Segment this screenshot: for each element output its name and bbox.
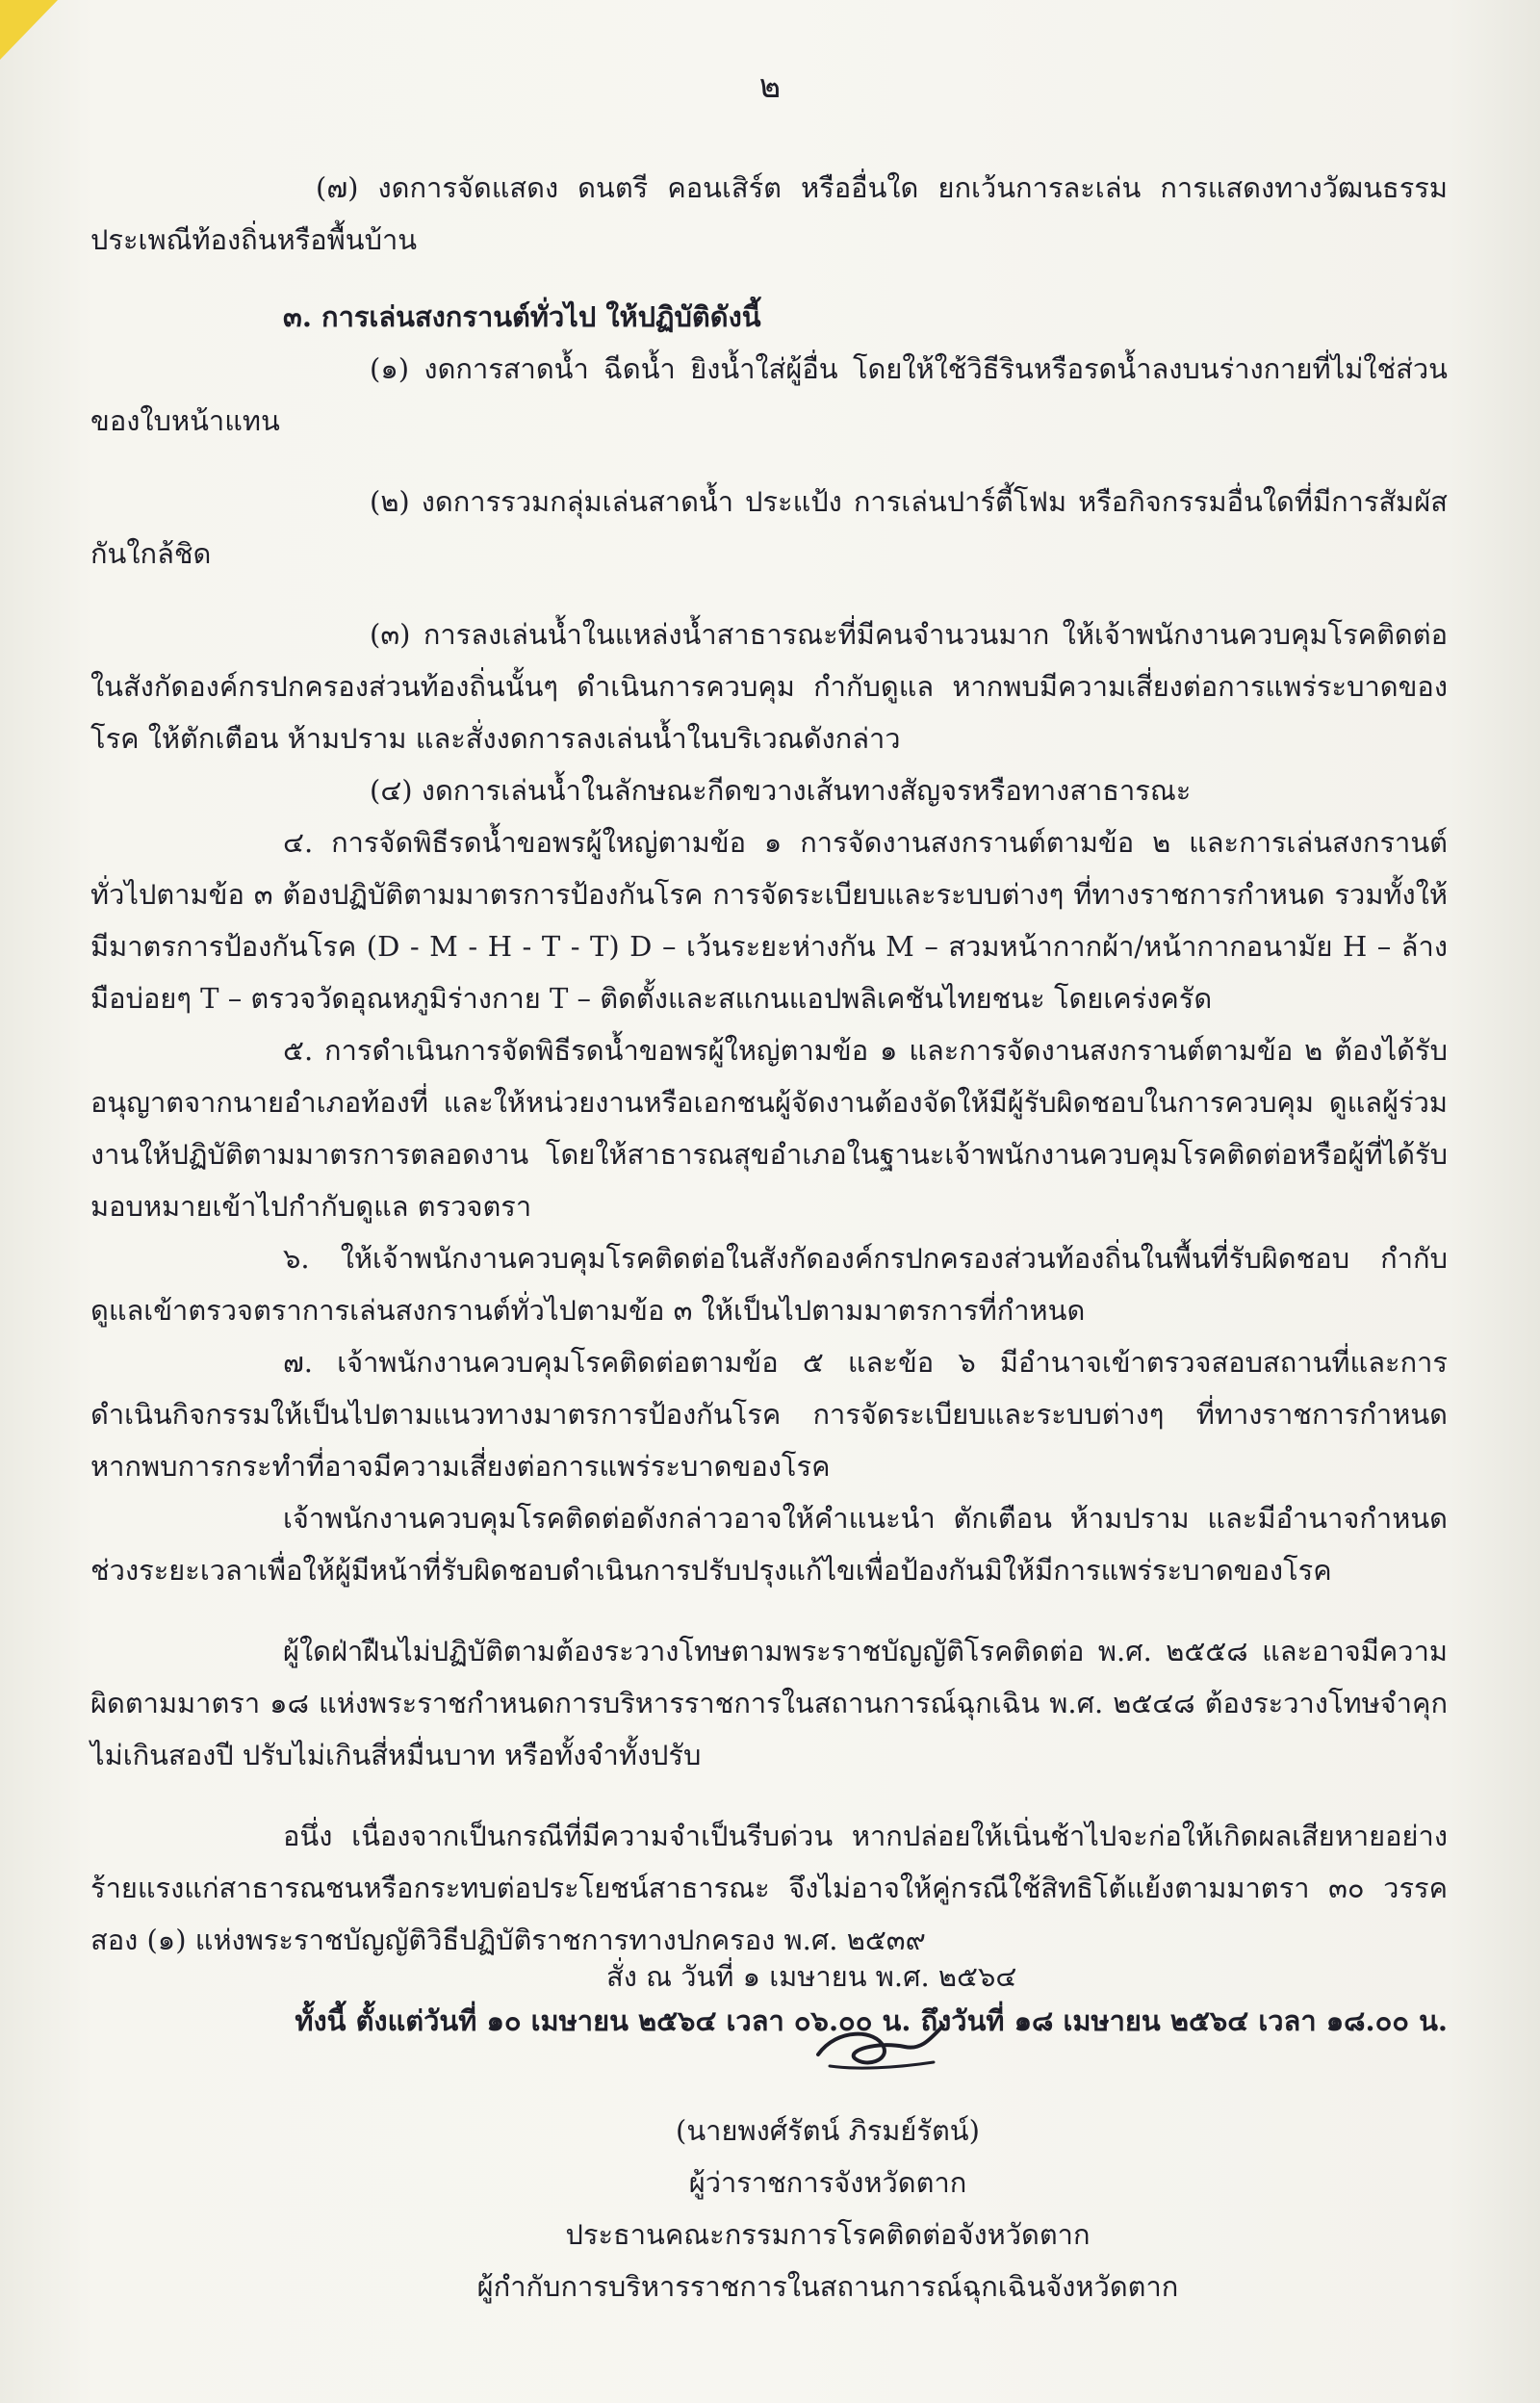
paragraph-item-4: ๔. การจัดพิธีรดน้ำขอพรผู้ใหญ่ตามข้อ ๑ การจัดงานสงกรานต์ตามข้อ ๒ และการเล่นสงกรานต์ทั่วไปตามข้อ ๓ ต้องปฏิบัติตามมาตรการป้องกันโรค การจัดระเบียบและระบบต่างๆ ที่ทางราชการกำหนด รวมทั้งให้มีมาตรการป้องกันโรค (D - M - H - T - T) D – เว้นระยะห่างกัน M – สวมหน้ากากผ้า/หน้ากากอนามัย H – ล้างมือบ่อยๆ T – ตรวจวัดอุณหภูมิร่างกาย T – ติดตั้งและสแกนแอปพลิเคชันไทยชนะ โดยเคร่งครัด (90, 826, 1448, 1015)
page-number: ๒ (758, 67, 782, 106)
paragraph-urgency: อนึ่ง เนื่องจากเป็นกรณีที่มีความจำเป็นรีบด่วน หากปล่อยให้เนิ่นช้าไปจะก่อให้เกิดผลเสียหายอย่างร้ายแรงแก่สาธารณชนหรือกระทบต่อประโยชน์สาธารณะ จึงไม่อาจให้คู่กรณีใช้สิทธิโต้แย้งตามมาตรา ๓๐ วรรคสอง (๑) แห่งพระราชบัญญัติวิธีปฏิบัติราชการทางปกครอง พ.ศ. ๒๕๓๙ (90, 1820, 1448, 1956)
signer-block (0, 2105, 1540, 2313)
paragraph-item-7: ๗. เจ้าพนักงานควบคุมโรคติดต่อตามข้อ ๕ และข้อ ๖ มีอำนาจเข้าตรวจสอบสถานที่และการดำเนินกิจกรรมให้เป็นไปตามแนวทางมาตรการป้องกันโรค การจัดระเบียบและระบบต่างๆ ที่ทางราชการกำหนด หากพบการกระทำที่อาจมีความเสี่ยงต่อการแพร่ระบาดของโรค (90, 1346, 1448, 1483)
section-heading-3: ๓. การเล่นสงกรานต์ทั่วไป ให้ปฏิบัติดังนี้ (283, 300, 761, 333)
paragraph-officer-power: เจ้าพนักงานควบคุมโรคติดต่อดังกล่าวอาจให้คำแนะนำ ตักเตือน ห้ามปราม และมีอำนาจกำหนดช่วงระยะเวลาเพื่อให้ผู้มีหน้าที่รับผิดชอบดำเนินการปรับปรุงแก้ไขเพื่อป้องกันมิให้มีการแพร่ระบาดของโรค (90, 1502, 1448, 1587)
yellow-corner-tab (0, 0, 58, 60)
paragraph-sub-4: (๔) งดการเล่นน้ำในลักษณะกีดขวางเส้นทางสัญจรหรือทางสาธารณะ (370, 774, 1192, 807)
effective-period: ทั้งนี้ ตั้งแต่วันที่ ๑๐ เมษายน ๒๕๖๔ เวลา ๐๖.๐๐ น. ถึงวันที่ ๑๘ เมษายน ๒๕๖๔ เวลา ๑๘.๐๐ น. (295, 2004, 1448, 2037)
paragraph-item-7-concert: (๗) งดการจัดแสดง ดนตรี คอนเสิร์ต หรืออื่นใด ยกเว้นการละเล่น การแสดงทางวัฒนธรรม ประเพณีท้องถิ่นหรือพื้นบ้าน (90, 171, 1448, 256)
paragraph-item-6: ๖. ให้เจ้าพนักงานควบคุมโรคติดต่อในสังกัดองค์กรปกครองส่วนท้องถิ่นในพื้นที่รับผิดชอบ กำกับดูแลเข้าตรวจตราการเล่นสงกรานต์ทั่วไปตามข้อ ๓ ให้เป็นไปตามมาตรการที่กำหนด (90, 1242, 1448, 1327)
paragraph-sub-3: (๓) การลงเล่นน้ำในแหล่งน้ำสาธารณะที่มีคนจำนวนมาก ให้เจ้าพนักงานควบคุมโรคติดต่อในสังกัดองค์กรปกครองส่วนท้องถิ่นนั้นๆ ดำเนินการควบคุม กำกับดูแล หากพบมีความเสี่ยงต่อการแพร่ระบาดของโรค ให้ตักเตือน ห้ามปราม และสั่งงดการลงเล่นน้ำในบริเวณดังกล่าว (90, 618, 1448, 755)
paragraph-item-5: ๕. การดำเนินการจัดพิธีรดน้ำขอพรผู้ใหญ่ตามข้อ ๑ และการจัดงานสงกรานต์ตามข้อ ๒ ต้องได้รับอนุญาตจากนายอำเภอท้องที่ และให้หน่วยงานหรือเอกชนผู้จัดงานต้องจัดให้มีผู้รับผิดชอบในการควบคุม ดูแลผู้ร่วมงานให้ปฏิบัติตามมาตรการตลอดงาน โดยให้สาธารณสุขอำเภอในฐานะเจ้าพนักงานควบคุมโรคติดต่อหรือผู้ที่ได้รับมอบหมายเข้าไปกำกับดูแล ตรวจตรา (90, 1034, 1448, 1223)
signer-position-emergency-supervisor: ผู้กำกับการบริหารราชการในสถานการณ์ฉุกเฉินจังหวัดตาก (476, 2270, 1179, 2303)
document-body (90, 162, 1448, 2047)
paragraph-sub-1: (๑) งดการสาดน้ำ ฉีดน้ำ ยิงน้ำใส่ผู้อื่น โดยให้ใช้วิธีรินหรือรดน้ำลงบนร่างกายที่ไม่ใช่ส่วนของใบหน้าแทน (90, 352, 1448, 437)
signer-name: (นายพงศ์รัตน์ ภิรมย์รัตน์) (676, 2114, 980, 2147)
signature-icon (808, 2008, 953, 2076)
signer-position-governor: ผู้ว่าราชการจังหวัดตาก (688, 2166, 967, 2199)
signer-position-committee-chair: ประธานคณะกรรมการโรคติดต่อจังหวัดตาก (565, 2218, 1091, 2251)
paragraph-sub-2: (๒) งดการรวมกลุ่มเล่นสาดน้ำ ประแป้ง การเล่นปาร์ตี้โฟม หรือกิจกรรมอื่นใดที่มีการสัมผัสกันใกล้ชิด (90, 485, 1448, 570)
paragraph-penalty: ผู้ใดฝ่าฝืนไม่ปฏิบัติตามต้องระวางโทษตามพระราชบัญญัติโรคติดต่อ พ.ศ. ๒๕๕๘ และอาจมีความผิดตามมาตรา ๑๘ แห่งพระราชกำหนดการบริหารราชการในสถานการณ์ฉุกเฉิน พ.ศ. ๒๕๔๘ ต้องระวางโทษจำคุกไม่เกินสองปี ปรับไม่เกินสี่หมื่นบาท หรือทั้งจำทั้งปรับ (90, 1635, 1448, 1771)
order-date: สั่ง ณ วันที่ ๑ เมษายน พ.ศ. ๒๕๖๔ (606, 1960, 1017, 1993)
